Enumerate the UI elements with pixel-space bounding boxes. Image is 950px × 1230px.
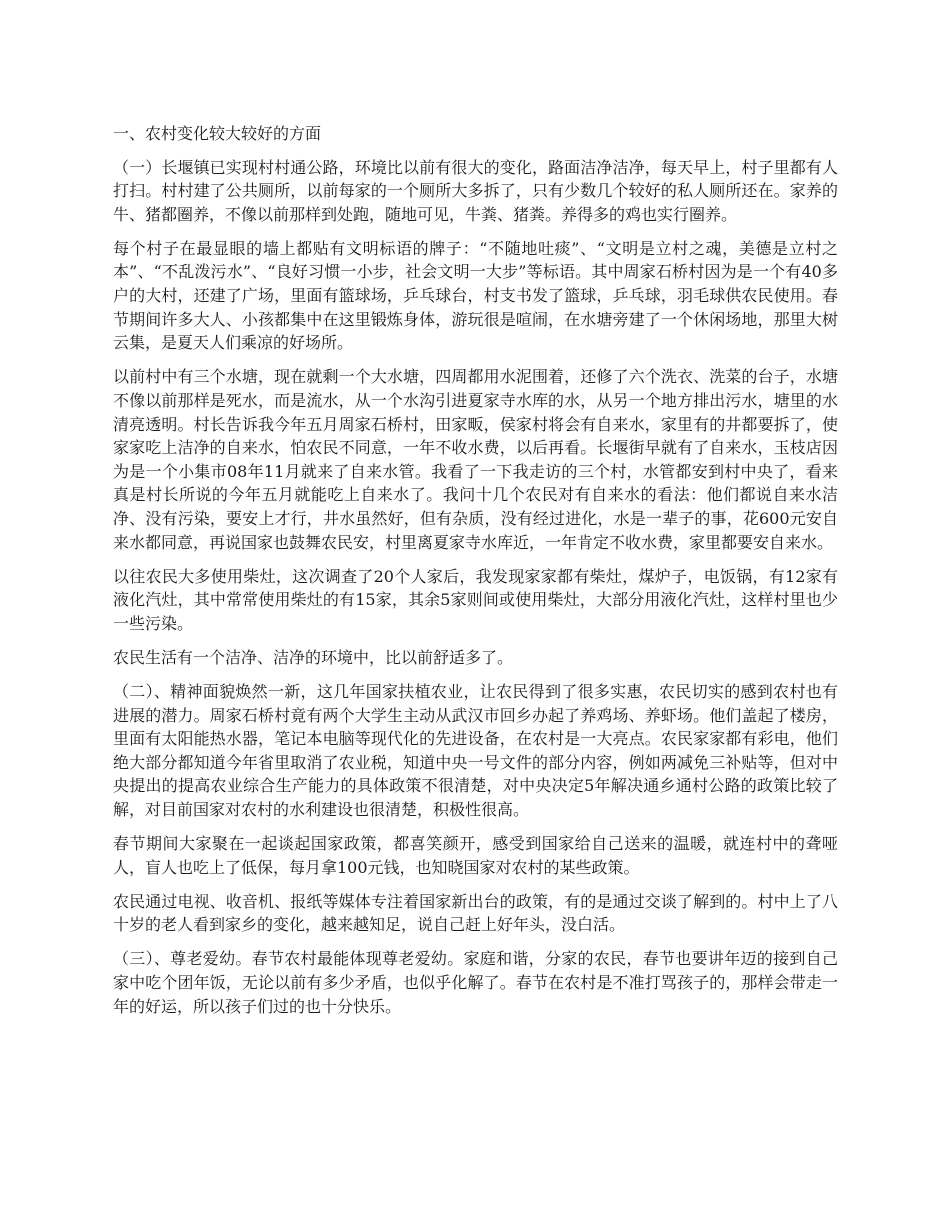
paragraph-6: （二）、精神面貌焕然一新，这几年国家扶植农业，让农民得到了很多实惠，农民切实的感到农村也有进展的潜力。周家石桥村竟有两个大学生主动从武汉市回乡办起了养鸡场、养虾场。他们盖起了楼房，里面有太阳能热水器，笔记本电脑等现代化的先进设备，在农村是一大亮点。农民家家都有彩电，他们绝大部分都知道今年省里取消了农业税，知道中央一号文件的部分内容，例如两减免三补贴等，但对中央提出的提高农业综合生产能力的具体政策不很清楚，对中央决定5年解决通乡通村公路的政策比较了解，对目前国家对农村的水利建设也很清楚，积极性很高。 [113,681,838,819]
document-body [113,122,838,1029]
paragraph-2: 每个村子在最显眼的墙上都贴有文明标语的牌子：“不随地吐痰”、“文明是立村之魂，美德是立村之本”、“不乱泼污水”、“良好习惯一小步，社会文明一大步”等标语。其中周家石桥村因为是一个有40多户的大村，还建了广场，里面有篮球场，乒乓球台，村支书发了篮球，乒乓球，羽毛球供农民使用。春节期间许多大人、小孩都集中在这里锻炼身体，游玩很是喧闹，在水塘旁建了一个休闲场地，那里大树云集，是夏天人们乘凉的好场所。 [113,238,838,353]
paragraph-5: 农民生活有一个洁净、洁净的环境中，比以前舒适多了。 [113,647,514,667]
paragraph-3: 以前村中有三个水塘，现在就剩一个大水塘，四周都用水泥围着，还修了六个洗衣、洗菜的台子，水塘不像以前那样是死水，而是流水，从一个水沟引进夏家寺水库的水，从另一个地方排出污水，塘里的水清亮透明。村长告诉我今年五月周家石桥村，田家畈，侯家村将会有自来水，家里有的井都要拆了，使家家吃上洁净的自来水，怕农民不同意，一年不收水费，以后再看。长堰街早就有了自来水，玉枝店因为是一个小集市08年11月就来了自来水管。我看了一下我走访的三个村，水管都安到村中央了，看来真是村长所说的今年五月就能吃上自来水了。我问十几个农民对有自来水的看法：他们都说自来水洁净、没有污染，要安上才行，井水虽然好，但有杂质，没有经过进化，水是一辈子的事，花600元安自来水都同意，再说国家也鼓舞农民安，村里离夏家寺水库近，一年肯定不收水费，家里都要安自来水。 [113,367,838,552]
paragraph-7: 春节期间大家聚在一起谈起国家政策，都喜笑颜开，感受到国家给自己送来的温暖，就连村中的聋哑人，盲人也吃上了低保，每月拿100元钱，也知晓国家对农村的某些政策。 [113,834,838,877]
paragraph-9: （三）、尊老爱幼。春节农村最能体现尊老爱幼。家庭和谐，分家的农民，春节也要讲年迈的接到自己家中吃个团年饭，无论以前有多少矛盾，也似乎化解了。春节在农村是不准打骂孩子的，那样会带走一年的好运，所以孩子们过的也十分快乐。 [113,949,838,1016]
paragraph-1: （一）长堰镇已实现村村通公路，环境比以前有很大的变化，路面洁净洁净，每天早上，村子里都有人打扫。村村建了公共厕所，以前每家的一个厕所大多拆了，只有少数几个较好的私人厕所还在。家养的牛、猪都圈养，不像以前那样到处跑，随地可见，牛粪、猪粪。养得多的鸡也实行圈养。 [113,157,838,224]
section-heading: 一、农村变化较大较好的方面 [113,124,322,143]
paragraph-4: 以往农民大多使用柴灶，这次调查了20个人家后，我发现家家都有柴灶，煤炉子，电饭锅，有12家有液化汽灶，其中常常使用柴灶的有15家，其余5家则间或使用柴灶，大部分用液化汽灶，这样村里也少一些污染。 [113,566,838,633]
paragraph-8: 农民通过电视、收音机、报纸等媒体专注着国家新出台的政策，有的是通过交谈了解到的。村中上了八十岁的老人看到家乡的变化，越来越知足，说自己赶上好年头，没白活。 [113,891,838,935]
